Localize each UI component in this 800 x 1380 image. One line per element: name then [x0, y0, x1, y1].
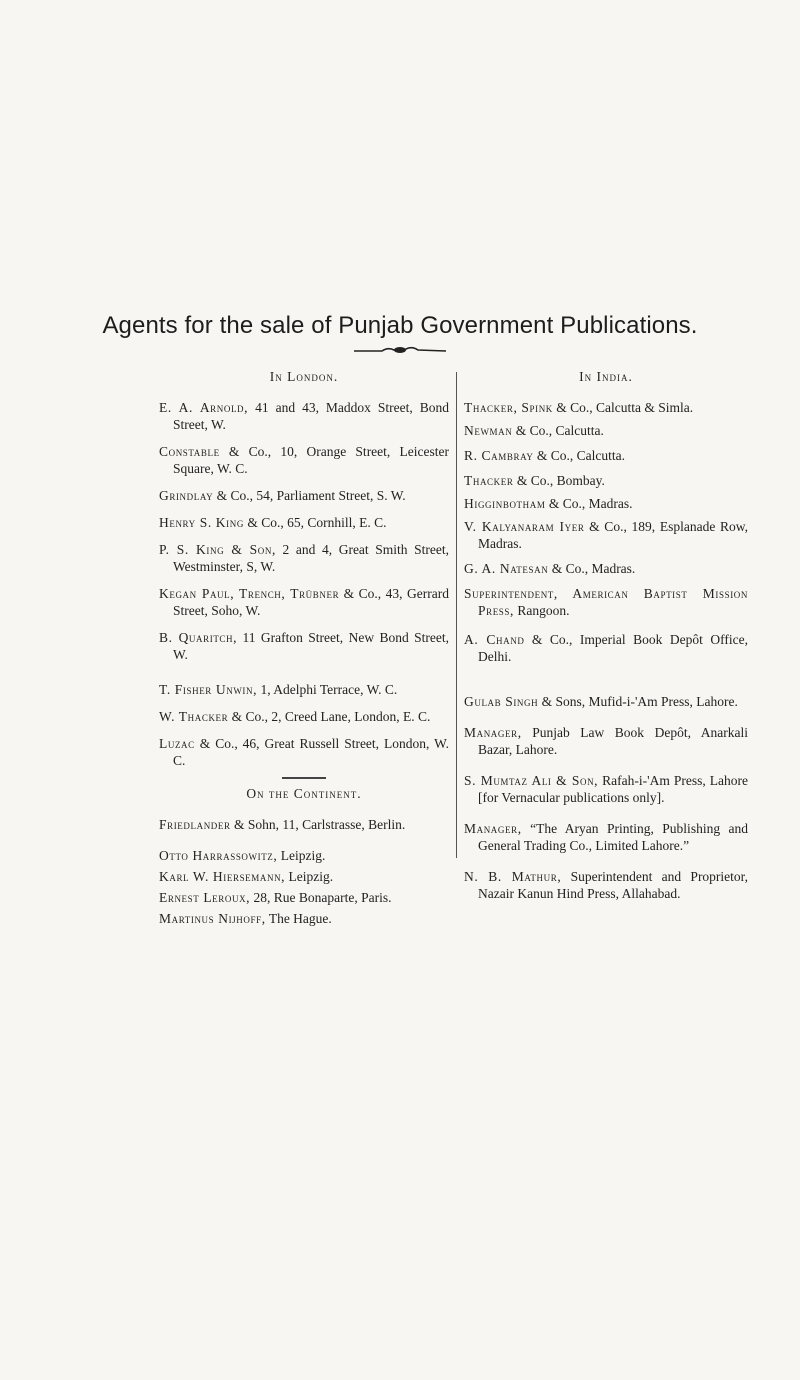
agent-name: Constable [159, 444, 220, 459]
agent-name: Grindlay [159, 488, 214, 503]
agent-entry [464, 724, 748, 758]
agent-name: Kegan Paul, Trench, Trübner [159, 586, 340, 601]
agent-name: Manager, [464, 821, 522, 836]
agent-address: The Hague. [265, 911, 332, 926]
agent-address: 1, Adelphi Terrace, W. C. [257, 682, 398, 697]
agent-address: & Co., 10, Orange Street, Leicester Square, W. C. [173, 444, 449, 476]
agent-address: & Co., 54, Parliament Street, S. W. [213, 488, 406, 503]
agent-address: “The Aryan Printing, Publishing and General Trading Co., Limited Lahore.” [478, 821, 748, 853]
agent-address: Rangoon. [514, 603, 570, 618]
agent-name: A. Chand [464, 632, 525, 647]
agent-entry [159, 868, 449, 885]
agent-entry [159, 889, 449, 906]
agent-name: Thacker [464, 473, 514, 488]
left-column [159, 368, 449, 931]
agent-name: Superintendent, American Baptist Mission Press, [464, 586, 748, 618]
agent-name: N. B. Mathur, [464, 869, 562, 884]
agent-entry [159, 585, 449, 619]
agent-entry [464, 422, 748, 439]
agent-name: W. Thacker [159, 709, 229, 724]
agent-name: E. A. Arnold, [159, 400, 249, 415]
agent-name: V. Kalyanaram Iyer [464, 519, 585, 534]
agent-address: & Co., 2, Creed Lane, London, E. C. [228, 709, 431, 724]
agent-name: Otto Harrassowitz, [159, 848, 278, 863]
agent-entry [159, 541, 449, 575]
heading-in-india: In India. [579, 369, 633, 384]
agent-address: & Co., Madras. [548, 561, 636, 576]
section-separator [282, 777, 326, 779]
heading-in-london: In London. [269, 369, 339, 384]
agent-address: & Co., Imperial Book Depôt Office, Delhi. [478, 632, 748, 664]
agent-address: & Co., Calcutta. [512, 423, 604, 438]
agent-name: Ernest Leroux, [159, 890, 251, 905]
agent-entry [464, 585, 748, 619]
agent-name: P. S. King & Son, [159, 542, 276, 557]
agent-address: Superintendent and Proprietor, Nazair Kanun Hind Press, Allahabad. [478, 869, 749, 901]
agent-name: Higginbotham [464, 496, 546, 511]
agent-address: & Co., 65, Cornhill, E. C. [243, 515, 387, 530]
agent-address: & Co., Calcutta & Simla. [552, 400, 694, 415]
agent-entry [159, 708, 449, 725]
agent-address: Leipzig. [277, 848, 326, 863]
agent-entry [464, 472, 748, 489]
agent-name: Thacker, Spink [464, 400, 553, 415]
agent-name: B. Quaritch, [159, 630, 238, 645]
agent-entry [159, 681, 449, 698]
agent-entry [159, 735, 449, 769]
agent-name: G. A. Natesan [464, 561, 549, 576]
agent-entry [464, 560, 748, 577]
agent-name: S. Mumtaz Ali & Son, [464, 773, 599, 788]
agent-address: & Sohn, 11, Carlstrasse, Berlin. [230, 817, 406, 832]
agent-name: Newman [464, 423, 513, 438]
agent-entry [159, 443, 449, 477]
page-title: Agents for the sale of Punjab Government Publications. [102, 312, 698, 339]
agent-address: & Co., Bombay. [513, 473, 605, 488]
agent-address: Rafah-i-'Am Press, Lahore [for Vernacular publications only]. [478, 773, 748, 805]
agent-name: T. Fisher Unwin, [159, 682, 258, 697]
agent-entry [464, 772, 748, 806]
agent-address: Punjab Law Book Depôt, Anarkali Bazar, Lahore. [478, 725, 748, 757]
agent-entry [464, 518, 748, 552]
agent-entry [159, 399, 449, 433]
agent-address: 41 and 43, Maddox Street, Bond Street, W. [173, 400, 449, 432]
agent-name: Manager, [464, 725, 522, 740]
agent-entry [159, 629, 449, 663]
agent-entry [464, 868, 748, 902]
column-divider [456, 372, 457, 858]
ornament-divider-icon [352, 344, 448, 356]
agent-name: Henry S. King [159, 515, 244, 530]
heading-on-the-continent: On the Continent. [246, 786, 362, 801]
agent-name: Martinus Nijhoff, [159, 911, 266, 926]
agent-name: Luzac [159, 736, 195, 751]
agent-name: Friedlander [159, 817, 231, 832]
agent-entry [159, 910, 449, 927]
agent-address: 2 and 4, Great Smith Street, Westminster, S, W. [173, 542, 449, 574]
agent-entry [464, 399, 748, 416]
agent-entry [159, 514, 449, 531]
agent-address: Leipzig. [285, 869, 334, 884]
agent-entry [464, 495, 748, 512]
agent-entry [464, 447, 748, 464]
agent-name: Karl W. Hiersemann, [159, 869, 286, 884]
agent-address: 28, Rue Bonaparte, Paris. [250, 890, 392, 905]
agent-address: & Sons, Mufid-i-'Am Press, Lahore. [538, 694, 738, 709]
agent-name: R. Cambray [464, 448, 534, 463]
agent-address: & Co., 43, Gerrard Street, Soho, W. [173, 586, 449, 618]
agent-entry [159, 847, 449, 864]
agent-entry [464, 693, 748, 710]
agent-entry [159, 816, 449, 833]
agent-entry [159, 487, 449, 504]
agent-address: & Co., 189, Esplanade Row, Madras. [478, 519, 749, 551]
agent-address: & Co., Madras. [545, 496, 633, 511]
agent-address: & Co., Calcutta. [533, 448, 625, 463]
right-column [464, 368, 748, 912]
agent-address: 11 Grafton Street, New Bond Street, W. [173, 630, 449, 662]
agent-address: & Co., 46, Great Russell Street, London, W. C. [173, 736, 449, 768]
agent-entry [464, 820, 748, 854]
agent-entry [464, 631, 748, 665]
agent-name: Gulab Singh [464, 694, 539, 709]
